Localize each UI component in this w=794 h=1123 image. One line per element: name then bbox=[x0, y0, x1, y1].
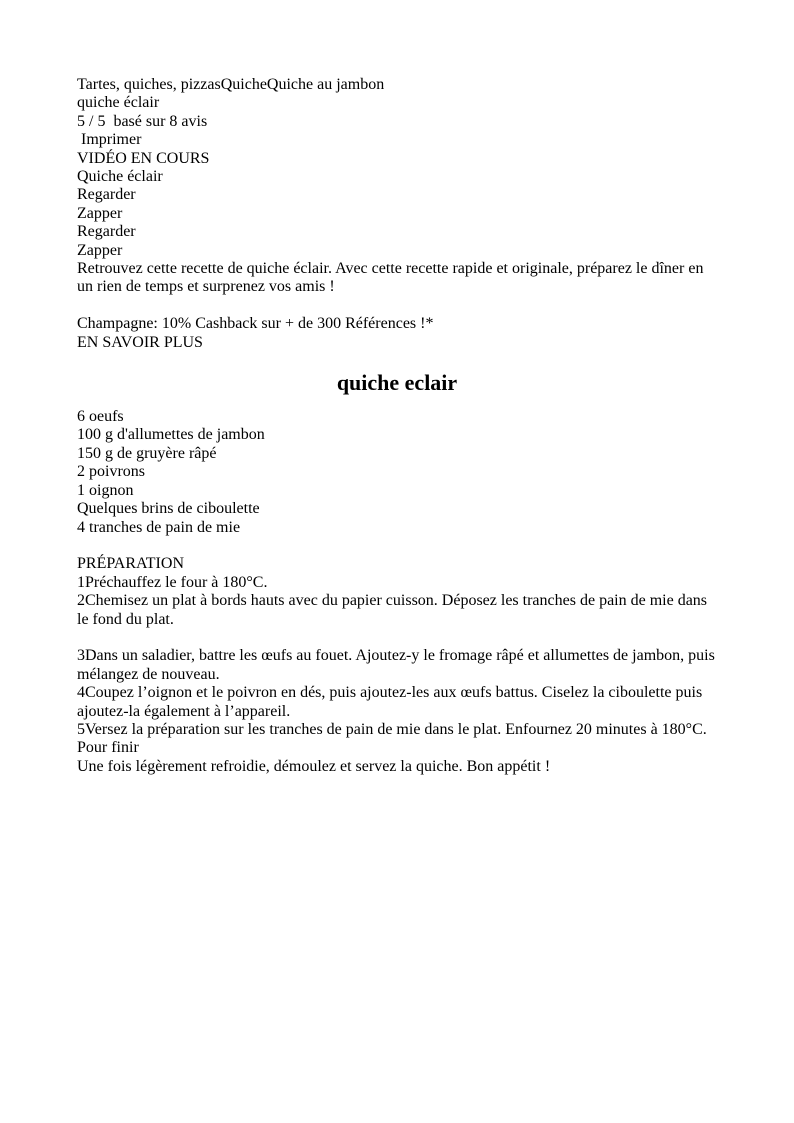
ingredient-item: 4 tranches de pain de mie bbox=[77, 518, 241, 536]
rating-text: 5 / 5 basé sur 8 avis bbox=[77, 112, 208, 130]
breadcrumb-item-tartes[interactable]: Tartes, quiches, pizzas bbox=[77, 76, 221, 93]
ingredient-item: 150 g de gruyère râpé bbox=[77, 444, 217, 462]
video-watch-button[interactable]: Regarder bbox=[77, 186, 136, 204]
breadcrumb bbox=[77, 76, 717, 94]
preparation-step: 2Chemisez un plat à bords hauts avec du papier cuisson. Déposez les tranches de pain de mie dans le fond du plat. bbox=[77, 592, 712, 628]
preparation-step: 3Dans un saladier, battre les œufs au fouet. Ajoutez-y le fromage râpé et allumettes de jambon, puis mélangez de nouveau. bbox=[77, 647, 719, 683]
video-title[interactable]: Quiche éclair bbox=[77, 168, 163, 186]
ingredient-item: 100 g d'allumettes de jambon bbox=[77, 426, 265, 444]
ingredient-list bbox=[77, 408, 717, 537]
video-status: VIDÉO EN COURS bbox=[77, 149, 210, 167]
preparation-section bbox=[77, 555, 717, 776]
preparation-step: 4Coupez l’oignon et le poivron en dés, puis ajoutez-les aux œufs battus. Ciselez la ciboulette puis ajoutez-la également à l’appareil. bbox=[77, 684, 707, 720]
spacer bbox=[77, 537, 717, 555]
ingredient-item: 2 poivrons bbox=[77, 463, 145, 481]
video-skip-button[interactable]: Zapper bbox=[77, 241, 123, 259]
recipe-name-small: quiche éclair bbox=[77, 94, 160, 112]
preparation-step: 5Versez la préparation sur les tranches de pain de mie dans le plat. Enfournez 20 minutes à 180°C. bbox=[77, 720, 707, 738]
ingredient-item: Quelques brins de ciboulette bbox=[77, 500, 260, 518]
promo-cta-link[interactable]: EN SAVOIR PLUS bbox=[77, 333, 203, 351]
intro-paragraph: Retrouvez cette recette de quiche éclair. Avec cette recette rapide et originale, préparez le dîner en un rien de temps et surprenez vos amis ! bbox=[77, 260, 708, 296]
preparation-heading: PRÉPARATION bbox=[77, 555, 184, 573]
finish-heading: Pour finir bbox=[77, 739, 139, 757]
breadcrumb-item-quiche[interactable]: Quiche bbox=[220, 76, 267, 93]
ingredient-item: 1 oignon bbox=[77, 481, 134, 499]
promo-text: Champagne: 10% Cashback sur + de 300 Références !* bbox=[77, 315, 434, 333]
ingredient-item: 6 oeufs bbox=[77, 408, 124, 426]
video-watch-button[interactable]: Regarder bbox=[77, 223, 136, 241]
video-skip-button[interactable]: Zapper bbox=[77, 204, 123, 222]
breadcrumb-item-quiche-jambon[interactable]: Quiche au jambon bbox=[266, 76, 385, 93]
recipe-title: quiche eclair bbox=[336, 370, 458, 396]
spacer bbox=[77, 629, 717, 647]
print-link[interactable]: Imprimer bbox=[77, 131, 142, 149]
finish-text: Une fois légèrement refroidie, démoulez et servez la quiche. Bon appétit ! bbox=[77, 757, 551, 775]
spacer bbox=[77, 297, 717, 315]
preparation-step: 1Préchauffez le four à 180°C. bbox=[77, 573, 268, 591]
